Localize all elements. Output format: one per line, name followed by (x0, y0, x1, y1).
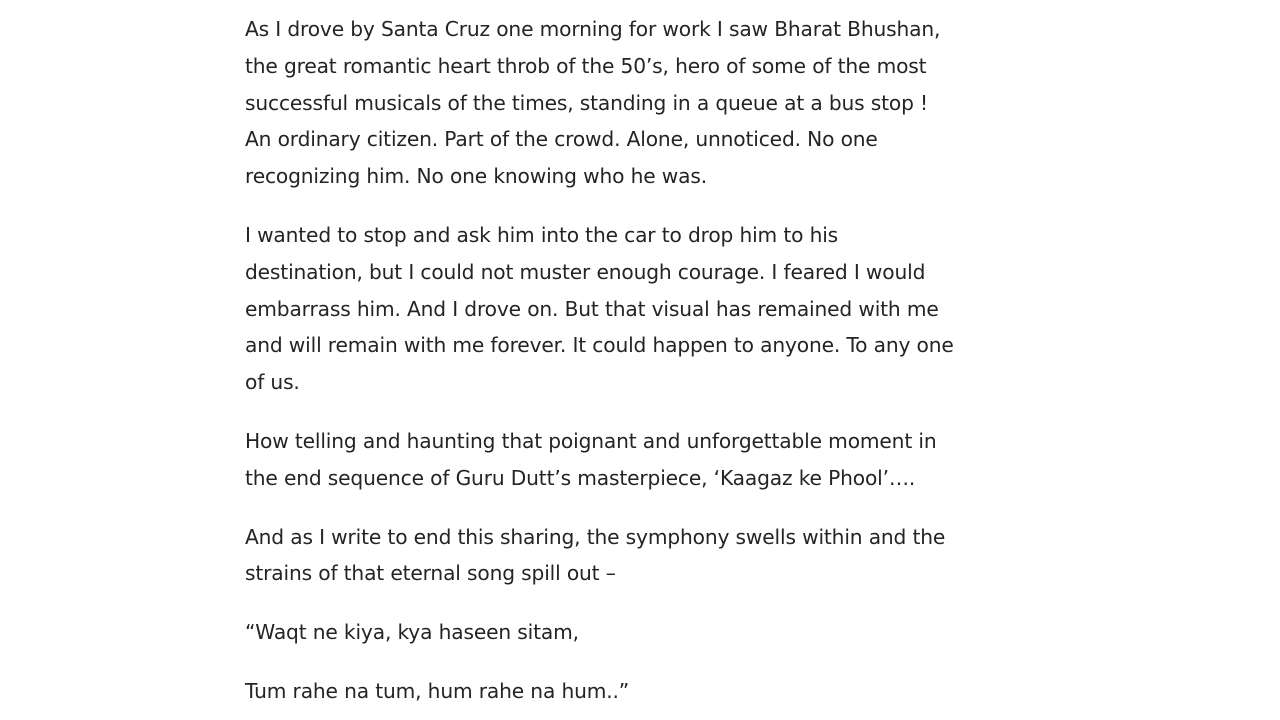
text-line: I wanted to stop and ask him into the car to drop him to his (245, 222, 839, 247)
text-line: Tum rahe na tum, hum rahe na hum..” (245, 678, 630, 703)
text-line: An ordinary citizen. Part of the crowd. Alone, unnoticed. No one (245, 127, 878, 152)
paragraph-kaagaz-ke-phool (245, 423, 1035, 497)
text-line: the great romantic heart throb of the 50’s, hero of some of the most (245, 53, 927, 78)
text-line: And as I write to end this sharing, the symphony swells within and the (245, 524, 946, 549)
text-line: destination, but I could not muster enough courage. I feared I would (245, 259, 926, 284)
text-line: How telling and haunting that poignant and unforgettable moment in (245, 428, 937, 453)
text-line: strains of that eternal song spill out – (245, 561, 616, 586)
text-line: and will remain with me forever. It could happen to anyone. To any one (245, 333, 954, 358)
text-line: of us. (245, 370, 300, 395)
text-line: recognizing him. No one knowing who he was. (245, 164, 707, 189)
paragraph-drove-on (245, 217, 1035, 401)
song-lyric-line-2 (245, 673, 1035, 710)
song-lyric-line-1 (245, 614, 1035, 651)
paragraph-symphony (245, 519, 1035, 593)
paragraph-bharat-bhushan (245, 11, 1035, 195)
text-line: “Waqt ne kiya, kya haseen sitam, (245, 620, 579, 645)
text-line: the end sequence of Guru Dutt’s masterpiece, ‘Kaagaz ke Phool’…. (245, 465, 916, 490)
text-line: embarrass him. And I drove on. But that visual has remained with me (245, 296, 939, 321)
text-line: As I drove by Santa Cruz one morning for work I saw Bharat Bhushan, (245, 17, 941, 41)
text-line: successful musicals of the times, standing in a queue at a bus stop ! (245, 90, 928, 115)
article-body (245, 11, 1035, 710)
